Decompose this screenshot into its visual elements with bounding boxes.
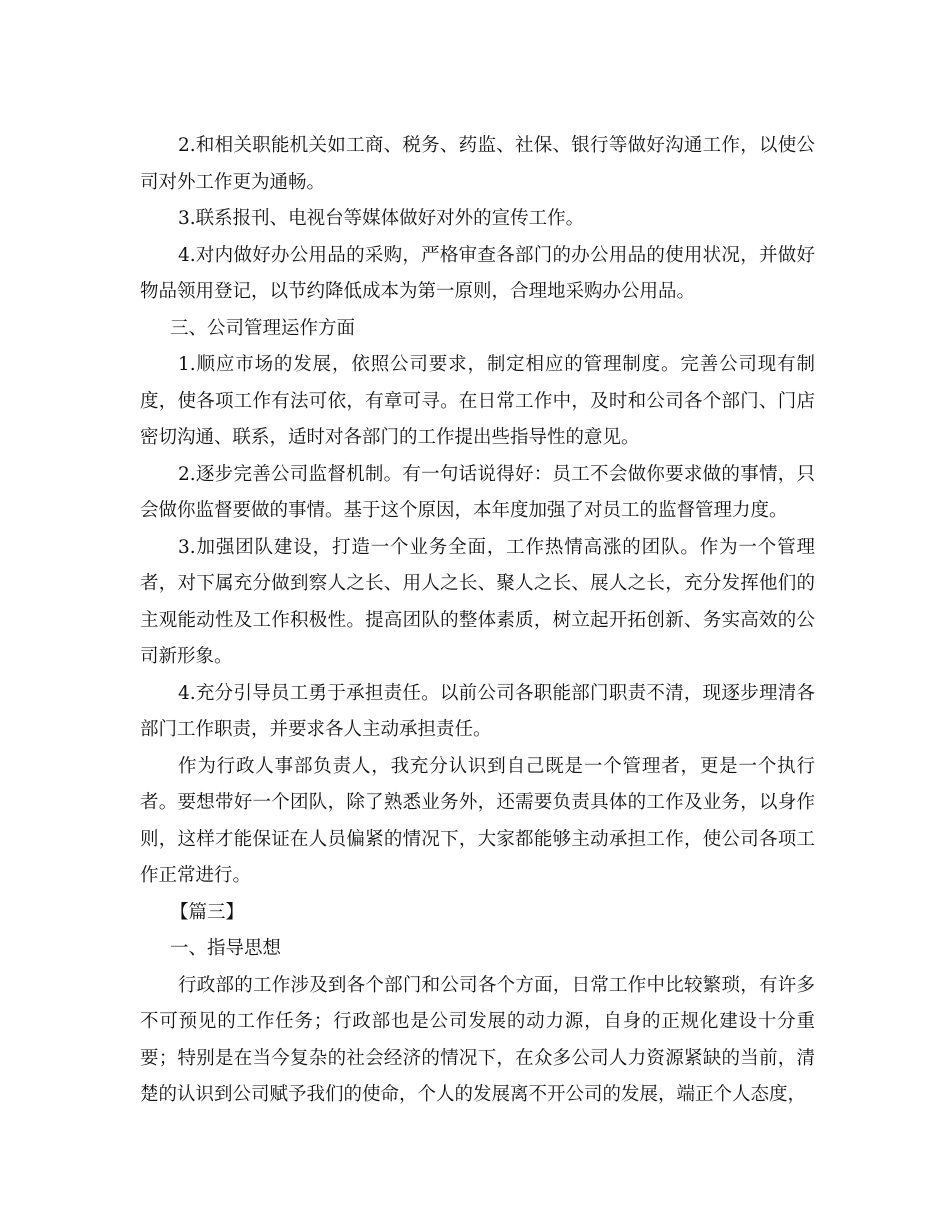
paragraph-item-3: 3.联系报刊、电视台等媒体做好对外的宣传工作。 [178, 208, 585, 229]
paragraph-management-3: 3.加强团队建设，打造一个业务全面，工作热情高涨的团队。作为一个管理者，对下属充分做到察人之长、用人之长、聚人之长、展人之长，充分发挥他们的主观能动性及工作积极性。提高团队的整体素质，树立起开拓创新、务实高效的公司新形象。 [140, 536, 815, 667]
section-heading-part-three: 【篇三】 [170, 901, 245, 923]
paragraph-responsibility: 作为行政人事部负责人，我充分认识到自己既是一个管理者，更是一个执行者。要想带好一个团队，除了熟悉业务外，还需要负责具体的工作及业务，以身作则，这样才能保证在人员偏紧的情况下，大家都能够主动承担工作，使公司各项工作正常进行。 [140, 755, 815, 886]
paragraph-item-4: 4.对内做好办公用品的采购，严格审查各部门的办公用品的使用状况，并做好物品领用登记，以节约降低成本为第一原则，合理地采购办公用品。 [140, 244, 815, 302]
paragraph-item-2: 2.和相关职能机关如工商、税务、药监、社保、银行等做好沟通工作，以使公司对外工作更为通畅。 [140, 135, 815, 193]
section-heading-guiding-thought: 一、指导思想 [170, 938, 282, 959]
document-body [140, 128, 815, 1114]
paragraph-management-1: 1.顺应市场的发展，依照公司要求，制定相应的管理制度。完善公司现有制度，使各项工作有法可依，有章可寻。在日常工作中，及时和公司各个部门、门店密切沟通、联系，适时对各部门的工作提出些指导性的意见。 [140, 354, 815, 448]
paragraph-management-4: 4.充分引导员工勇于承担责任。以前公司各职能部门职责不清，现逐步理清各部门工作职责，并要求各人主动承担责任。 [140, 682, 815, 740]
paragraph-guiding-thought: 行政部的工作涉及到各个部门和公司各个方面，日常工作中比较繁琐，有许多不可预见的工作任务；行政部也是公司发展的动力源，自身的正规化建设十分重要；特别是在当今复杂的社会经济的情况下，在众多公司人力资源紧缺的当前，清楚的认识到公司赋予我们的使命，个人的发展离不开公司的发展，端正个人态度， [140, 974, 815, 1105]
paragraph-management-2: 2.逐步完善公司监督机制。有一句话说得好：员工不会做你要求做的事情，只会做你监督要做的事情。基于这个原因，本年度加强了对员工的监督管理力度。 [140, 463, 815, 521]
section-heading-management: 三、公司管理运作方面 [170, 317, 356, 339]
